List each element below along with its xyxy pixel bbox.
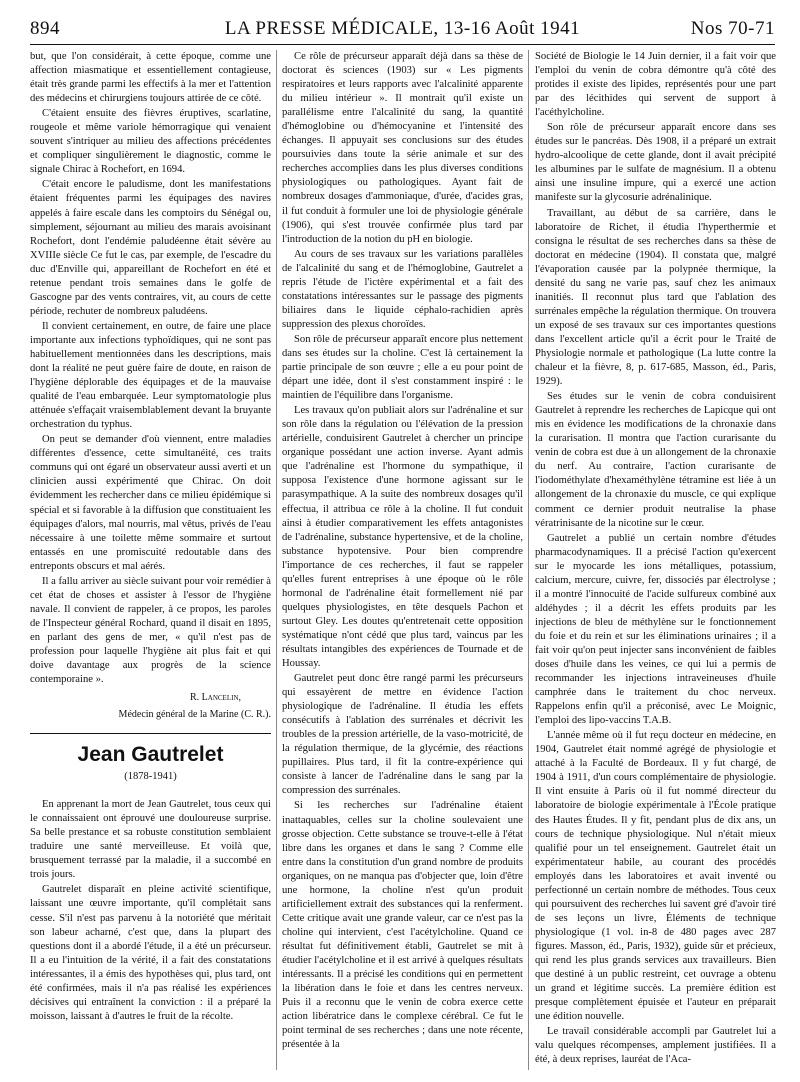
column-3: [535, 50, 776, 1068]
paragraph: Le travail considérable accompli par Gautrelet lui a valu quelques récompenses, amplement justifiées. Il a été, à deux reprises, lauréat de l'Aca-: [535, 1026, 776, 1066]
paragraph: Ce rôle de précurseur apparaît déjà dans sa thèse de doctorat ès sciences (1903) sur « Les pigments respiratoires et leurs rapports avec l'alcalinité apparente du milieu intérieur ». Il montrait qu'il existe un parallélisme entre l'alcalinité du sang, la quantité d'hémoglobine ou d'hémocyanine et l'intensité des échanges. Il appuyait ses conclusions sur des études poursuivies dans toute la série animale et sur des recherches accomplies dans les plus diverses conditions physiologiques ou pathologiques. Ayant fait de nombreux dosages d'ammoniaque, d'urée, d'acides gras, il fut conduit à formuler une loi de physiologie générale (1906), qui s'est trouvée confirmée plus tard par l'introduction de la notion du pH en biologie.: [282, 51, 523, 245]
paragraph: L'année même où il fut reçu docteur en médecine, en 1904, Gautrelet était nommé agrégé de physiologie et attaché à la Faculté de Bordeaux. Il y fut chargé, de 1904 à 1911, d'un cours complémentaire de physiologie. Il vint ensuite à Paris où il fut nommé directeur du laboratoire de biologie expérimentale à l'École pratique des Hautes Études. Il y fit, pendant plus de dix ans, un cours de technique physiologique. Nul n'était mieux qualifié pour un tel enseignement. Gautrelet était un expérimentateur habile, au courant des procédés employés dans les laboratoires et avait inventé ou perfectionné un certain nombre de méthodes. Tous ceux qui poursuivent des recherches lui savent gré d'avoir tiré de ses leçons un livre, Éléments de technique physiologique (1 vol. in-8 de 480 pages avec 287 figures. Masson, éd., Paris, 1932), guide sûr et précieux, qui rend les plus grands services aux travailleurs. Bien que destiné à un public restreint, cet ouvrage a obtenu un grand et légitime succès. La première édition est presque complètement épuisée et l'auteur en préparait une édition nouvelle.: [535, 730, 776, 1023]
signature-name: R. Lancelin,: [190, 692, 241, 704]
header-rule: [30, 44, 775, 45]
paragraph: On peut se demander d'où viennent, entre maladies différentes d'essence, cette simultanéité, ces traits communs qui ont égaré un observateur aussi averti et un clinicien aussi expérimenté que Chirac. On doit évidemment les rechercher dans ce milieu épidémique si spécial et si favorable à la diffusion que constituaient les équipages d'alors, mal nourris, mal vêtus, privés de l'eau nécessaire à une toilette même sommaire et surtout entassés en une promiscuité redoutable dans des entreponts obscurs et mal aérés.: [30, 434, 271, 572]
paragraph: Il a fallu arriver au siècle suivant pour voir remédier à cet état de choses et assister à l'essor de l'hygiène navale. Il convient de rappeler, à ce propos, les paroles de l'Inspecteur général Rochard, quand il disait en 1895, en parlant des gens de mer, « qu'il n'est pas de profession pour laquelle l'hygiène ait plus fait et qui doive davantage aux progrès de la science contemporaine ».: [30, 575, 271, 686]
paragraph: Société de Biologie le 14 Juin dernier, il a fait voir que l'emploi du venin de cobra démontre qu'à côté des protides il existe des lipides, représentés pour une part par des lécithides qui servent de support à l'acéthylcholine.: [535, 51, 776, 119]
paragraph: Son rôle de précurseur apparaît encore dans ses études sur le pancréas. Dès 1908, il a préparé un extrait hydro-alcoolique de cette glande, dont il avait précipité les albumines par le sulfate de magnésium. Il a obtenu ainsi une insuline impure, qui a exercé une action manifeste sur la glycosurie adrénalinique.: [535, 122, 776, 204]
paragraph: Au cours de ses travaux sur les variations parallèles de l'alcalinité du sang et de l'hémoglobine, Gautrelet a repris l'étude de l'ictère expérimental et a fait des constatations intéressantes sur le passage des pigments biliaires dans le liquide céphalo-rachidien après suppression des plexus choroïdes.: [282, 248, 523, 330]
paragraph: C'était encore le paludisme, dont les manifestations étaient fréquentes parmi les équipages des navires appelés à faire escale dans les comptoirs du Sénégal ou, simplement, séjournant au milieu des marais avoisinant Rochefort, dont l'endémie paludéenne était sévère au XVIIIe siècle Ce fut le cas, par exemple, de l'escadre du duc d'Enville qui, appareillant de Rochefort en été et retenue pendant trois semaines dans le golfe de Gascogne par des vents contraires, vit, au cours de cette période, rechuter de nombreux paludéens.: [30, 179, 271, 317]
paragraph: Gautrelet disparaît en pleine activité scientifique, laissant une œuvre importante, qu'il complétait sans cesse. S'il n'est pas parvenu à la notoriété que méritait son labeur acharné, c'est que, dans la plupart des questions dont il a abordé l'étude, il a été un précurseur. Il a eu l'intuition de la vérité, il a fait des constatations intéressantes, il a émis des hypothèses qui, plus tard, ont été confirmées, mais il n'a pas réalisé les expériences décisives qui entraînent la conviction : il a préparé la moisson, laissant à d'autres le fruit de la récolte.: [30, 884, 271, 1022]
obituary-dates: (1878-1941): [124, 771, 177, 783]
obituary-title: Jean Gautrelet: [77, 743, 224, 767]
column-divider: [528, 50, 529, 1070]
column-1: [30, 50, 271, 1025]
paragraph: but, que l'on considérait, à cette époque, comme une affection miasmatique et essentiellement contagieuse, était très grande parmi les effectifs à la mer et l'attention des médecins et chirurgiens toujours attirée de ce côté.: [30, 51, 271, 105]
issue-number: Nos 70-71: [690, 18, 775, 39]
paragraph: Ses études sur le venin de cobra conduisirent Gautrelet à reprendre les recherches de Lapicque qui ont mis en évidence les modifications de la chronaxie dans la curarisation. Il montra que l'action curarisante du venin de cobra est due à un allongement de la chronaxie du nerf. Au contraire, l'action curarisante de l'iodométhylate d'hexaméthylène tétramine est liée à un allongement de la chronaxie du muscle, ce qui explique comment ce dernier produit neutralise la phase vératrinisante de la nicotine sur le cœur.: [535, 391, 776, 529]
paragraph: Il convient certainement, en outre, de faire une place importante aux infections typhoïdiques, qui ne sont pas habituellement mentionnées dans les descriptions, mais dont la réalité ne peut guère faire de doute, en raison de l'hygiène déplorable des équipages et de la mauvaise qualité de l'eau embarquée. Leur symptomatologie plus atténuée s'effaçait vraisemblablement devant la bruyante orchestration du typhus.: [30, 320, 271, 431]
journal-title: LA PRESSE MÉDICALE, 13-16 Août 1941: [224, 18, 581, 39]
page-header: [30, 18, 775, 40]
paragraph: En apprenant la mort de Jean Gautrelet, tous ceux qui le connaissaient ont éprouvé une douloureuse surprise. Sa belle prestance et sa robuste constitution semblaient traduire une santé merveilleuse. Et voilà que, brusquement terrassé par la maladie, il a succombé en trois jours.: [30, 799, 271, 881]
signature-title: Médecin général de la Marine (C. R.).: [118, 709, 271, 721]
paragraph: Travaillant, au début de sa carrière, dans le laboratoire de Richet, il étudia l'hyperthermie et consigna le résultat de ses recherches dans sa thèse de doctorat en médecine (1904). Il constata que, malgré l'évaporation causée par la polypnée thermique, la densité du sang ne varie pas, sauf chez les animaux inanitiés. Il reconnut plus tard que l'ablation des surrénales empêche la régulation thermique. On trouvera un exposé de ses travaux sur ces importantes questions dans l'excellent article qu'il a écrit pour le Traité de Physiologie normale et pathologique (La lutte contre la chaleur et la fièvre, 8, p. 617-685, Masson, éd., Paris, 1929).: [535, 207, 776, 388]
paragraph: Gautrelet a publié un certain nombre d'études pharmacodynamiques. Il a précisé l'action qu'exercent sur le myocarde les ions métalliques, potassium, calcium, mercure, cuivre, fer, dissociés par électrolyse ; il a montré l'innocuité de l'acide sulfureux combiné aux aldéhydes ; il a décrit les effets produits par les injections de bleu de méthylène sur le fonctionnement du foie et du rein et sur les éliminations urinaires ; il a fait voir qu'on peut injecter sans inconvénient de faibles doses d'huile dans les veines, ce qui lui a permis de recommander les injections intraveineuses d'huile camphrée dans le traitement du choc nerveux. Rappelons enfin qu'il a préconisé, avec Le Moignic, l'emploi des lipo-vaccins T.A.B.: [535, 532, 776, 727]
page-number: 894: [30, 18, 60, 39]
paragraph: C'étaient ensuite des fièvres éruptives, scarlatine, rougeole et même variole hémorragique qui venaient souvent s'intriquer au milieu des affections précédentes et compliquer singulièrement le diagnostic, comme le signale Chirac à Rochefort, en 1694.: [30, 108, 271, 176]
column-divider: [276, 50, 277, 1070]
paragraph: Si les recherches sur l'adrénaline étaient inattaquables, celles sur la choline soulevaient une grosse objection. Cette substance se trouve-t-elle à l'état libre dans les organes et dans le sang ? Comme elle entre dans la constitution d'un grand nombre de produits organiques, on ne manqua pas d'objecter que, loin d'être une hormone, la choline n'est qu'un produit artificiellement extrait des substances qui la renferment. Cette critique avait une grande valeur, car ce n'est pas la choline qui intervient, c'est l'acétylcholine. Quand ce résultat fut définitivement établi, Gautrelet se mit à étudier l'acétylcholine et il est arrivé à quelques résultats intéressants. Il a précisé les conditions qui en permettent la libération dans le foie et dans les centres nerveux. Puis il a reconnu que le venin de cobra exerce cette action libératrice dans le complexe cérébral. Ce fut le point terminal de ses recherches ; dans une note récente, présentée à la: [282, 800, 523, 1051]
paragraph: Les travaux qu'on publiait alors sur l'adrénaline et sur son rôle dans la régulation ou l'élévation de la pression artérielle, conduisirent Gautrelet à chercher un principe organique possédant une action inverse. Ayant admis que l'adrénaline est l'hormone du sympathique, il supposa l'existence d'une hormone agissant sur le parasympathique. A la suite des nombreux dosages qu'il effectua, il attribua ce rôle à la choline. Il fut conduit ainsi à étudier comparativement les effets antagonistes de l'adrénaline, substance hypertensive, et de la choline, substance hypotensive. Pour bien comprendre l'importance de ces recherches, il faut se rappeler qu'elles furent entreprises à une époque où le rôle hormonal de l'adrénaline était formellement nié par quelques physiologistes, en tête desquels Pachon et surtout Gley. Les doutes qu'entretenait cette opposition systématique n'ont cédé que plus tard, vaincus par les résultats intangibles des expériences de Tournade et de Houssay.: [282, 405, 523, 670]
paragraph: Gautrelet peut donc être rangé parmi les précurseurs qui essayèrent de mettre en évidence l'action physiologique de l'adrénaline. Il étudia les effets consécutifs à l'ablation des surrénales et décrivit les troubles de la pression artérielle, de la vaso-motricité, de la régulation thermique, de la glycémie, des réactions pupillaires. Plus tard, il fit la contre-expérience qui consiste à lancer de l'adrénaline dans le sang par la compression des surrénales.: [282, 673, 523, 797]
section-divider: [30, 733, 271, 734]
column-2: [282, 50, 523, 1053]
paragraph: Son rôle de précurseur apparaît encore plus nettement dans ses études sur la choline. C'est là certainement la partie principale de son œuvre ; elle a eu pour point de départ une idée, dont il s'est constamment inspiré : le maintien de l'équilibre dans l'organisme.: [282, 333, 523, 402]
